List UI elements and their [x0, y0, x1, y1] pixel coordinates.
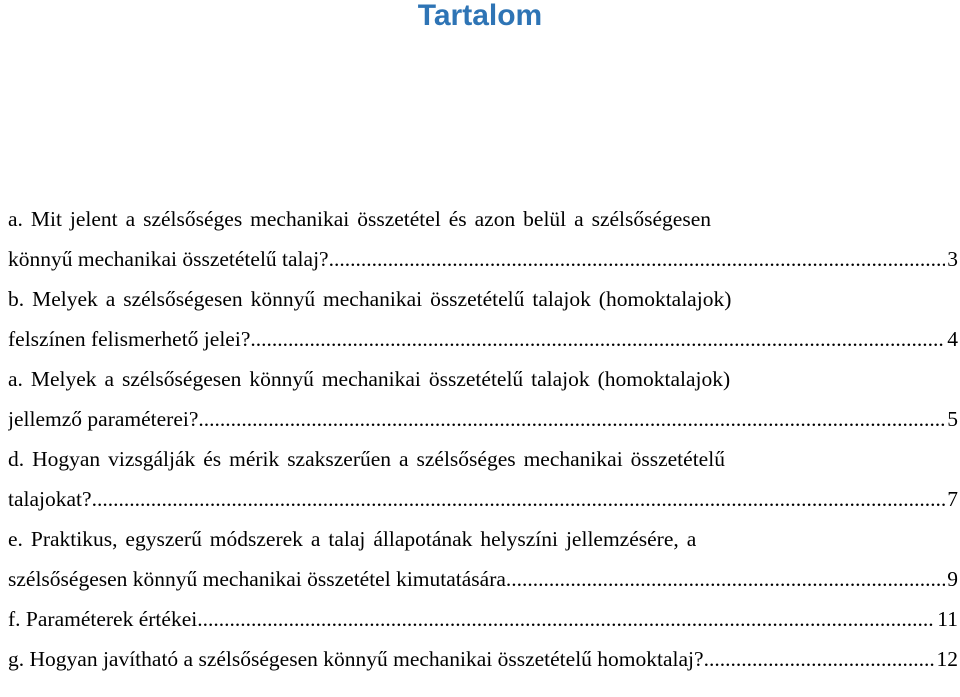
toc-entry-text-line: szélsőségesen könnyű mechanikai összetétel kimutatására: [8, 567, 506, 591]
dot-leader: [329, 239, 946, 279]
toc-entry-text-line: felszínen felismerhető jelei?: [8, 327, 251, 351]
toc-page-number: 11: [937, 607, 958, 631]
toc-entry-text-line: g. Hogyan javítható a szélsőségesen könnyű mechanikai összetételű homoktalaj?: [8, 647, 704, 671]
dot-leader: [197, 599, 935, 639]
toc-entry-text-line: jellemző paraméterei?: [8, 407, 199, 431]
toc-entry-leader-line: [8, 639, 958, 679]
toc-page-number: 12: [936, 647, 958, 671]
toc-entry-d-testing[interactable]: [8, 439, 958, 519]
toc-page-number: 9: [947, 567, 958, 591]
toc-entry-text-line: a. Mit jelent a szélsőséges mechanikai összetétel és azon belül a szélsőségesen: [8, 207, 711, 231]
toc-entry-text-line: d. Hogyan vizsgálják és mérik szakszerűen a szélsőséges mechanikai összetételű: [8, 447, 725, 471]
toc-heading: Tartalom: [417, 0, 543, 32]
toc-entry-leader-line: [8, 599, 958, 639]
dot-leader: [250, 319, 945, 359]
toc-entry-text-line: e. Praktikus, egyszerű módszerek a talaj állapotának helyszíni jellemzésére, a: [8, 527, 697, 551]
toc-entry-a-mechanical-composition[interactable]: [8, 199, 958, 279]
toc-page-number: 7: [947, 487, 958, 511]
toc-entry-text-line: talajokat?: [8, 487, 92, 511]
toc-entry-leader-line: [8, 399, 958, 439]
toc-entry-g-improvement[interactable]: [8, 639, 958, 679]
table-of-contents: [8, 199, 958, 679]
dot-leader: [92, 479, 946, 519]
toc-page-number: 5: [947, 407, 958, 431]
toc-entry-f-parameter-values[interactable]: [8, 599, 958, 639]
toc-entry-b-surface-signs[interactable]: [8, 279, 958, 359]
toc-entry-text-line: a. Melyek a szélsőségesen könnyű mechanikai összetételű talajok (homoktalajok): [8, 367, 731, 391]
dot-leader: [506, 559, 945, 599]
toc-entry-a-parameters[interactable]: [8, 359, 958, 439]
toc-entry-text-line: könnyű mechanikai összetételű talaj?: [8, 247, 329, 271]
toc-entry-text-line: b. Melyek a szélsőségesen könnyű mechanikai összetételű talajok (homoktalajok): [8, 287, 732, 311]
toc-entry-e-practical-methods[interactable]: [8, 519, 958, 599]
toc-entry-leader-line: [8, 559, 958, 599]
dot-leader: [704, 639, 935, 679]
toc-page-number: 3: [947, 247, 958, 271]
toc-entry-leader-line: [8, 479, 958, 519]
toc-entry-text-line: f. Paraméterek értékei: [8, 607, 198, 631]
toc-page-number: 4: [947, 327, 958, 351]
toc-entry-leader-line: [8, 239, 958, 279]
toc-entry-leader-line: [8, 319, 958, 359]
dot-leader: [198, 399, 945, 439]
